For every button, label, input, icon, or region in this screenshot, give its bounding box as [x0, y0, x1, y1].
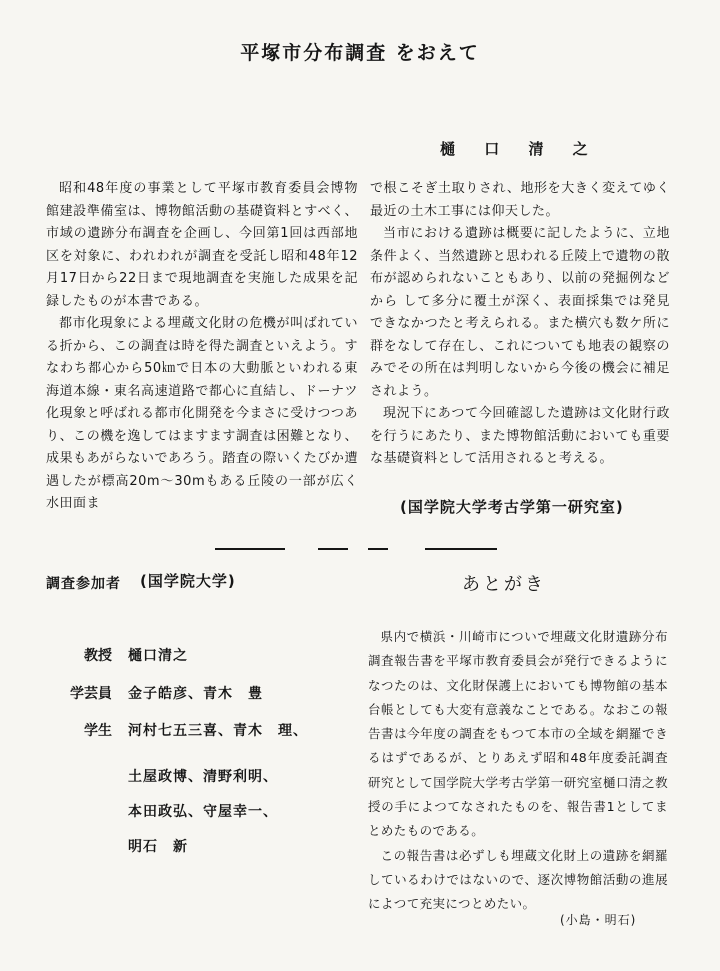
participant-names: 本田政弘、守屋幸一、 — [128, 804, 278, 820]
left-text-column — [46, 178, 358, 516]
paragraph: 現況下にあつて今回確認した遺跡は文化財行政を行うにあたり、また博物館活動においても重要な基礎資料として活用されると考える。 — [370, 406, 670, 466]
affiliation: (国学院大学考古学第一研究室) — [400, 498, 624, 516]
divider-line — [318, 548, 348, 550]
paragraph: 都市化現象による埋蔵文化財の危機が叫ばれている折から、この調査は時を得た調査といえよう。すなわち都心から50㎞で日本の大動脈といわれる東海道本線・東名高速道路で都心に直結し、ドーナツ化現象と呼ばれる都市化開発を今まさに受けつつあり、この機を逸してはますます調査は困難となり、成果もあがらないであろう。踏査の際いくたびか遭遇したが標高20m〜30mもある丘陵の一部が広く水田面ま — [46, 316, 358, 511]
participant-role: 学生 — [84, 723, 112, 739]
paragraph: この報告書は必ずしも埋蔵文化財上の遺跡を網羅しているわけではないので、逐次博物館活動の進展によつて充実につとめたい。 — [368, 847, 668, 912]
paragraph: 当市における遺跡は概要に記したように、立地条件よく、当然遺跡と思われる丘陵上で遺物の散布が認められないこともあり、以前の発掘例などから して多分に覆土が深く、表面採集では発見できなかつたと考えられる。また横穴も数ケ所に群をなして存在し、これについても地表の観察のみでその所在は判明しないから今後の機会に補足されよう。 — [370, 226, 670, 399]
participants-organization: (国学院大学) — [140, 572, 236, 590]
afterword-title: あとがき — [462, 574, 546, 595]
divider-line — [215, 548, 285, 550]
page-title: 平塚市分布調査 をおえて — [240, 42, 480, 64]
afterword-signature: (小島・明石) — [560, 913, 637, 927]
divider-line — [425, 548, 497, 550]
right-text-column — [370, 178, 670, 471]
paragraph: で根こそぎ土取りされ、地形を大きく変えてゆく最近の土木工事には仰天した。 — [370, 181, 670, 219]
divider-line — [368, 548, 388, 550]
participant-names: 樋口清之 — [128, 648, 188, 664]
paragraph: 県内で横浜・川崎市についで埋蔵文化財遺跡分布調査報告書を平塚市教育委員会が発行できるようになつたのは、文化財保護上においても博物館の基本台帳としても大変有意義なことである。なおこの報告書は今年度の調査をもつて本市の全域を網羅できるはずであるが、とりあえず昭和48年度委託調査研究として国学院大学考古学第一研究室樋口清之教授の手によつてなされたものを、報告書1としてまとめたものである。 — [368, 629, 668, 839]
afterword-body — [368, 625, 668, 917]
participant-names: 土屋政博、清野利明、 — [128, 769, 278, 785]
author-name: 樋 口 清 之 — [440, 140, 589, 158]
participant-role: 教授 — [84, 648, 112, 664]
participant-names: 金子皓彦、青木 豊 — [128, 686, 263, 702]
participant-names: 河村七五三喜、青木 理、 — [128, 723, 308, 739]
participants-heading: 調査参加者 — [46, 576, 121, 592]
participant-names: 明石 新 — [128, 839, 188, 855]
participant-role: 学芸員 — [70, 686, 112, 702]
paragraph: 昭和48年度の事業として平塚市教育委員会博物館建設準備室は、博物館活動の基礎資料とすべく、市域の遺跡分布調査を企画し、今回第1回は西部地区を対象に、われわれが調査を受託し昭和48年12月17日から22日まで現地調査を実施した成果を記録したものが本書である。 — [46, 181, 358, 309]
